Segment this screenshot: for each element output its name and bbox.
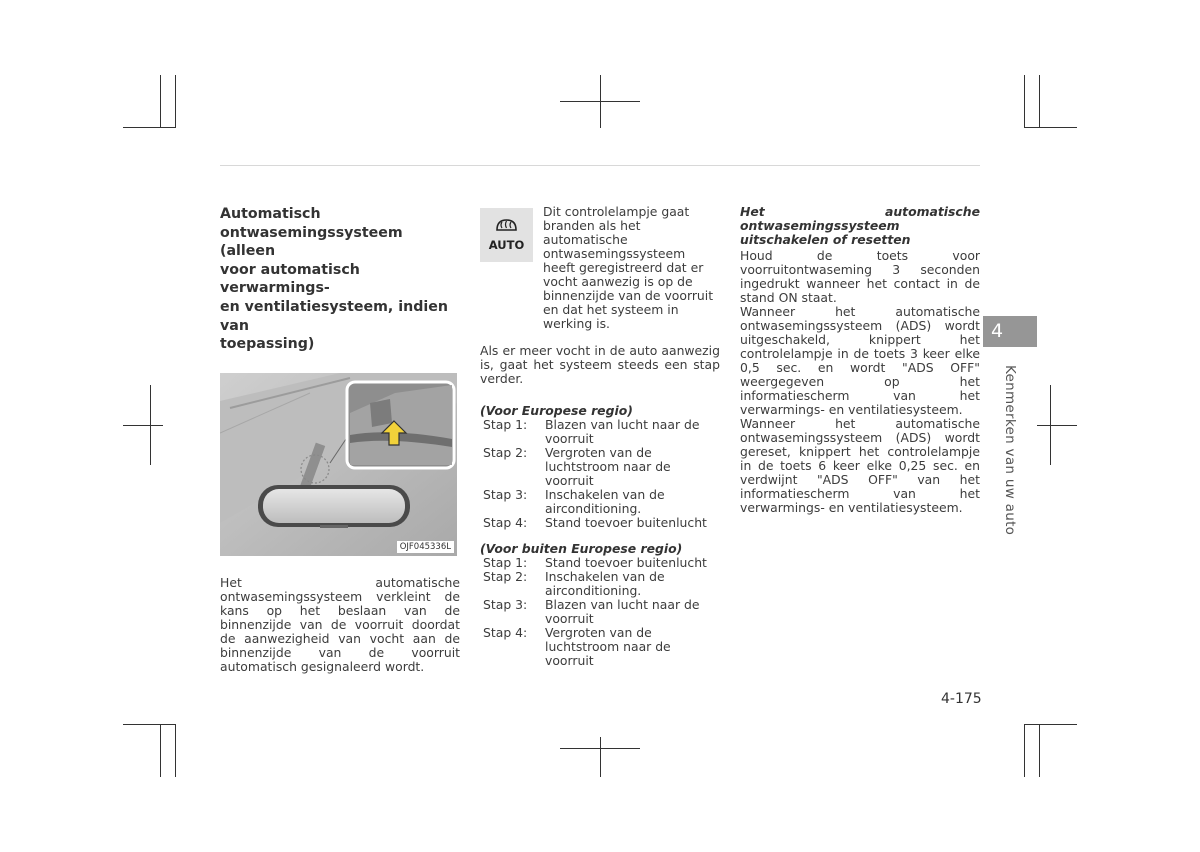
rearview-mirror-photo (220, 373, 457, 556)
chapter-tab (983, 316, 1037, 347)
indicator-auto-label: AUTO (488, 238, 525, 252)
indicator-description: Dit controlelampje gaat branden als het automatische ontwasemingssysteem heeft geregistreerd dat er vocht aanwezig is op de binnenzijde van de voorruit en dat het systeem in werking is. (543, 204, 714, 331)
disable-paragraph-2: Wanneer het automatische ontwasemingssysteem (ADS) wordt uitgeschakeld, knippert het controlelampje in de toets 3 keer elke 0,5 sec. en wordt "ADS OFF" weergegeven op het informatiescherm van het verwarmings- en ventilatiesysteem. (740, 304, 980, 417)
step-label: Stap 1: (483, 417, 528, 432)
step-text: Stand toevoer buitenlucht (545, 515, 707, 530)
disable-paragraph-1: Houd de toets voor voorruitontwaseming 3 seconden ingedrukt wanneer het contact in de stand ON staat. (740, 248, 980, 305)
non-europe-steps (480, 556, 720, 668)
section-heading: Automatisch ontwasemingssysteem (alleen voor automatisch verwarmings- en ventilatiesysteem, indien van toepassing) (220, 206, 448, 353)
column-left (220, 205, 460, 674)
disable-title: Het automatische ontwasemingssysteem uitschakelen of resetten (740, 204, 980, 247)
defrost-auto-icon (480, 208, 533, 262)
europe-title: (Voor Europese regio) (480, 403, 633, 418)
step-text: Stand toevoer buitenlucht (545, 555, 707, 570)
page-number: 4-175 (941, 691, 982, 707)
step-label: Stap 2: (483, 569, 528, 584)
column-right (740, 205, 980, 515)
step-label: Stap 4: (483, 515, 528, 530)
step-text: Vergroten van de luchtstroom naar de voorruit (545, 445, 671, 488)
step-label: Stap 1: (483, 555, 528, 570)
chapter-number: 4 (991, 320, 1004, 342)
moisture-paragraph: Als er meer vocht in de auto aanwezig is, gaat het systeem steeds een stap verder. (480, 343, 720, 386)
step-text: Blazen van lucht naar de voorruit (545, 417, 700, 446)
step-label: Stap 3: (483, 487, 528, 502)
intro-paragraph: Het automatische ontwasemingssysteem verkleint de kans op het beslaan van de binnenzijde van de voorruit doordat de aanwezigheid van vocht aan de binnenzijde van de voorruit automatisch gesignaleerd wordt. (220, 574, 460, 674)
mirror-illustration (220, 373, 457, 556)
indicator-block (480, 205, 720, 331)
photo-code: OJF045336L (397, 541, 454, 553)
step-text: Vergroten van de luchtstroom naar de voorruit (545, 625, 671, 668)
chapter-title: Kenmerken van uw auto (1002, 365, 1018, 536)
step-label: Stap 3: (483, 597, 528, 612)
disable-paragraph-3: Wanneer het automatische ontwasemingssysteem (ADS) wordt gereset, knippert het controlelampje in de toets 6 keer elke 0,25 sec. en verdwijnt "ADS OFF" van het informatiescherm van het verwarmings- en ventilatiesysteem. (740, 416, 980, 515)
non-europe-title: (Voor buiten Europese regio) (480, 541, 683, 556)
header-rule (220, 165, 980, 166)
step-text: Blazen van lucht naar de voorruit (545, 597, 700, 626)
step-text: Inschakelen van de airconditioning. (545, 569, 665, 598)
step-label: Stap 4: (483, 625, 528, 640)
step-label: Stap 2: (483, 445, 528, 460)
chapter-title-vertical (1002, 365, 1018, 535)
europe-steps (480, 418, 720, 530)
step-text: Inschakelen van de airconditioning. (545, 487, 665, 516)
column-middle (480, 205, 720, 668)
